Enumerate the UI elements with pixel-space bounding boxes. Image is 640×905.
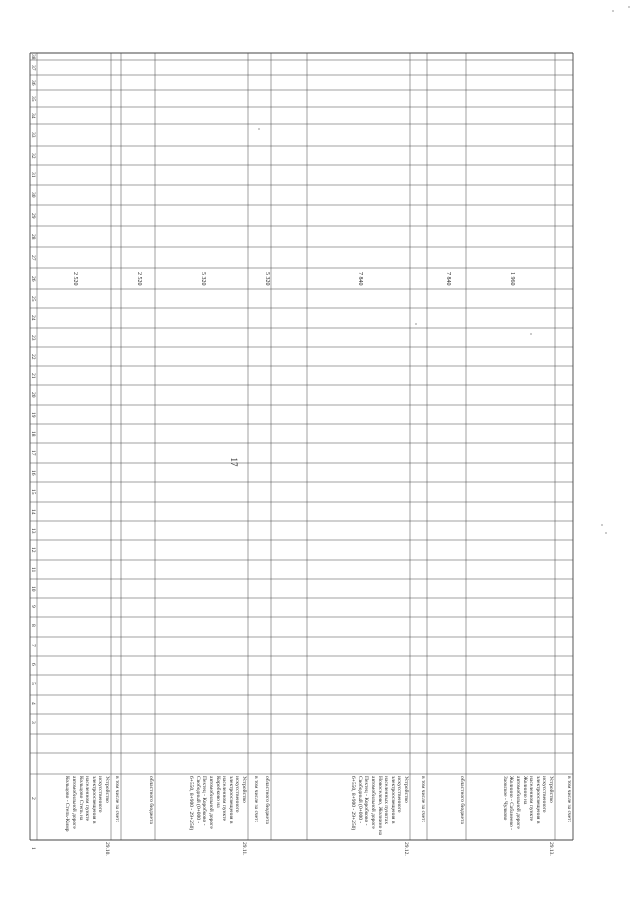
column-number: 18 [30, 430, 36, 436]
column-number: 17 [30, 450, 36, 456]
row-label: Устройство искусственного электроосвещения в населенном пункте Коробково на автомобильной дороге Пехтец - Коробково - Свободный (0+000 - 6+550, 8+900 - 29+250) [188, 776, 247, 831]
row-label: в том числе за счет: [253, 776, 259, 822]
column-number: 1 [30, 847, 36, 850]
column-number: 31 [30, 172, 36, 178]
column-number: 16 [30, 469, 36, 475]
row-label: в том числе за счет: [566, 776, 572, 822]
scan-speck [605, 532, 607, 534]
row-value: 2 520 [72, 272, 78, 286]
row-label: в том числе за счет: [420, 776, 426, 822]
column-number: 6 [30, 662, 36, 666]
column-number: 8 [30, 624, 36, 627]
column-number: 2 [30, 797, 36, 800]
column-number: 20 [30, 392, 36, 398]
row-label: областного бюджета [148, 776, 154, 824]
row-label: областного бюджета [459, 776, 465, 824]
row-label: Устройство искусственного электроосвещения в населенном пункте Жолнино на автомобильной дороге Жолнино - Сабанеево - Заокское - Чулково [501, 776, 554, 830]
column-number: 11 [30, 566, 36, 572]
row-label: Устройство искусственного электроосвещения в населенных пунктах Новоселово, Жолнино на автомобильной дороге Пехтец - Коробково - Свободный (0+000 - 6+550, 8+900 - 29+250) [350, 776, 409, 836]
column-number: 14 [30, 508, 36, 514]
scan-speck [530, 333, 532, 335]
column-number: 25 [30, 295, 36, 301]
row-value: 7 840 [356, 272, 363, 286]
row-id: 29.12. [403, 842, 409, 856]
column-number: 36 [30, 79, 36, 85]
column-number: 12 [30, 547, 36, 553]
column-number: 15 [30, 489, 36, 495]
row-value: 5 320 [199, 272, 206, 286]
column-number: 7 [30, 643, 36, 647]
scan-speck [612, 10, 614, 12]
column-number: 10 [30, 585, 36, 591]
row-value: 5 320 [263, 272, 270, 286]
column-number: 28 [30, 233, 36, 239]
column-number: 9 [30, 604, 36, 608]
row-label: в том числе за счет: [114, 776, 120, 822]
column-number: 3 [30, 721, 36, 724]
row-id: 29.10. [104, 842, 110, 856]
row-id: 29.13. [548, 842, 554, 856]
row-value: 2 520 [136, 272, 142, 286]
column-number: 21 [30, 372, 36, 378]
column-number: 5 [30, 682, 36, 685]
column-number: 22 [30, 353, 36, 359]
page-number: 17 [229, 457, 239, 467]
column-number: 26 [30, 275, 36, 281]
column-number: 38 [30, 53, 36, 59]
column-number: 30 [30, 192, 36, 198]
row-label: Устройство искусственного электроосвещения в населенном пункте Кольцово Степь на автомобильной дороге Кольцово - Степь-Кимр [64, 776, 110, 832]
column-number: 24 [30, 315, 36, 321]
column-number: 34 [30, 112, 36, 118]
column-number: 32 [30, 152, 36, 158]
row-value: 7 840 [444, 272, 451, 286]
scan-speck [415, 323, 417, 325]
column-number: 4 [30, 701, 36, 705]
scan-speck [258, 128, 260, 130]
scan-speck [628, 6, 630, 8]
column-number: 37 [30, 64, 36, 70]
scan-speck [601, 524, 603, 526]
column-number: 19 [30, 411, 36, 417]
row-id: 29.11. [241, 842, 247, 856]
column-number: 23 [30, 334, 36, 340]
row-label: областного бюджета [264, 776, 270, 824]
column-number: 29 [30, 212, 36, 218]
column-number: 13 [30, 527, 36, 533]
column-number: 33 [30, 132, 36, 138]
column-number: 27 [30, 254, 36, 260]
column-number: 35 [30, 95, 36, 101]
row-value: 1 960 [508, 272, 515, 286]
